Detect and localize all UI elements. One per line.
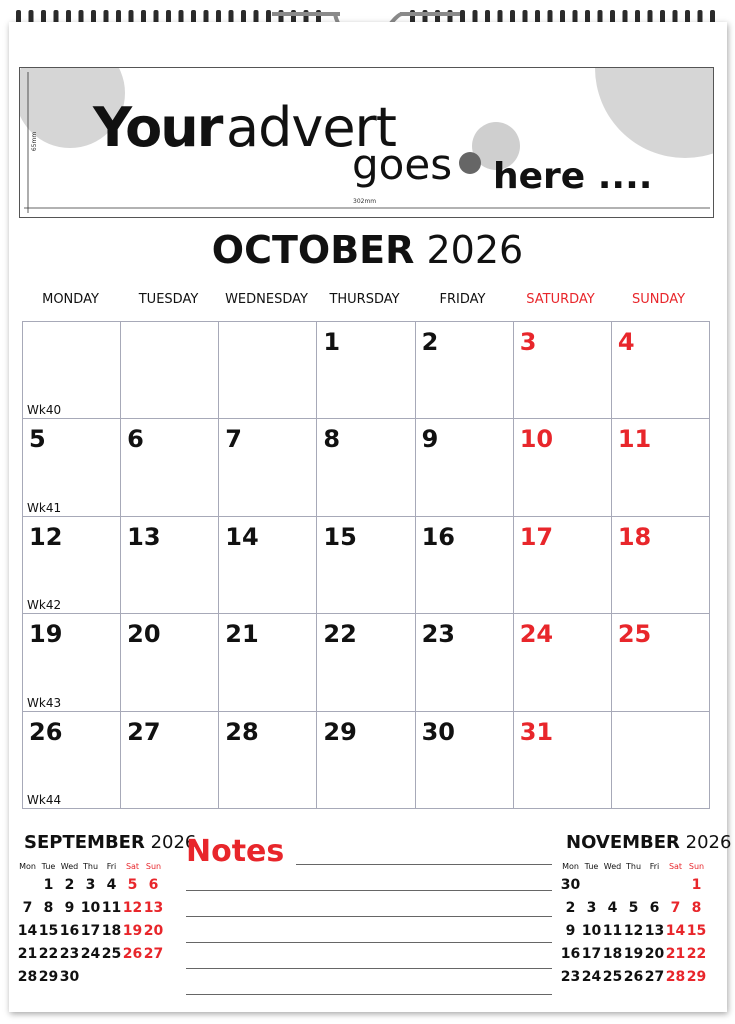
day-cell[interactable] <box>514 517 612 614</box>
mini-month-year: 2026 <box>685 832 732 853</box>
mini-calendar-table <box>17 859 164 988</box>
mini-day: 12 <box>623 922 644 939</box>
mini-header: Sun <box>145 861 162 871</box>
day-number: 27 <box>127 717 161 746</box>
mini-day: 19 <box>623 945 644 962</box>
mini-day: 26 <box>623 968 644 985</box>
month-name: OCTOBER <box>211 228 415 272</box>
mini-day <box>80 965 101 988</box>
month-grid <box>22 321 710 809</box>
day-cell[interactable] <box>121 419 219 516</box>
day-number: 22 <box>323 620 357 649</box>
day-cell[interactable] <box>219 517 317 614</box>
mini-day: 12 <box>122 899 143 916</box>
month-year: 2026 <box>426 228 524 272</box>
day-number: 23 <box>421 620 455 649</box>
mini-day <box>644 873 665 896</box>
mini-day: 13 <box>644 922 665 939</box>
day-cell[interactable] <box>23 517 121 614</box>
day-number: 19 <box>29 620 63 649</box>
mini-header: Wed <box>603 861 622 871</box>
day-number: 13 <box>127 522 161 551</box>
mini-day: 6 <box>148 876 159 893</box>
mini-day: 23 <box>560 968 581 985</box>
mini-day: 24 <box>80 945 101 962</box>
mini-day: 2 <box>64 876 75 893</box>
day-number: 29 <box>323 717 357 746</box>
mini-day: 11 <box>101 899 122 916</box>
day-number: 26 <box>29 717 63 746</box>
mini-day: 16 <box>59 922 80 939</box>
mini-day: 20 <box>143 922 164 939</box>
mini-day: 10 <box>581 922 602 939</box>
mini-day: 14 <box>665 922 686 939</box>
day-cell[interactable] <box>317 712 415 809</box>
day-number: 8 <box>323 425 341 454</box>
mini-day: 6 <box>649 899 660 916</box>
mini-day: 5 <box>127 876 138 893</box>
day-cell[interactable] <box>23 419 121 516</box>
mini-day <box>122 965 143 988</box>
mini-calendar-table <box>560 859 707 988</box>
mini-day: 17 <box>581 945 602 962</box>
mini-header: Thu <box>625 861 642 871</box>
mini-day <box>101 965 122 988</box>
day-cell[interactable] <box>514 614 612 711</box>
day-number: 1 <box>323 328 341 356</box>
mini-calendar-title <box>17 832 197 853</box>
mini-day <box>17 873 38 896</box>
day-cell[interactable] <box>514 322 612 419</box>
day-number: 3 <box>519 328 537 356</box>
day-number: 20 <box>127 620 161 649</box>
day-cell[interactable] <box>219 712 317 809</box>
notes-line[interactable] <box>186 968 552 969</box>
notes-line[interactable] <box>186 942 552 943</box>
mini-day: 27 <box>143 945 164 962</box>
mini-day: 27 <box>644 968 665 985</box>
mini-day: 3 <box>586 899 597 916</box>
day-number: 24 <box>519 620 554 649</box>
advert-text-here: here .... <box>493 156 653 197</box>
mini-day: 2 <box>565 899 576 916</box>
mini-day: 11 <box>602 922 623 939</box>
mini-day: 18 <box>101 922 122 939</box>
mini-header: Mon <box>19 861 36 871</box>
day-cell[interactable] <box>514 712 612 809</box>
mini-day: 19 <box>122 922 143 939</box>
weekday-wednesday: WEDNESDAY <box>225 292 308 307</box>
day-number: 21 <box>225 620 259 649</box>
mini-day: 21 <box>665 945 686 962</box>
day-number: 6 <box>127 425 144 454</box>
day-cell[interactable] <box>612 712 710 809</box>
day-number: 9 <box>421 425 439 454</box>
mini-day: 30 <box>59 968 80 985</box>
mini-day: 7 <box>670 899 681 916</box>
day-cell[interactable] <box>121 712 219 809</box>
mini-day: 4 <box>607 899 618 916</box>
weekday-monday: MONDAY <box>42 292 99 307</box>
advert-text-your: Your <box>93 96 222 159</box>
mini-header: Sat <box>668 861 683 871</box>
week-number: Wk40 <box>27 403 62 418</box>
weekday-sunday: SUNDAY <box>631 292 686 307</box>
advert-width-label: 302mm <box>350 198 379 205</box>
day-number: 18 <box>617 522 652 551</box>
notes-line[interactable] <box>296 864 552 865</box>
mini-day: 28 <box>17 968 38 985</box>
mini-day: 13 <box>143 899 164 916</box>
mini-header: Tue <box>41 861 56 871</box>
mini-header: Mon <box>562 861 579 871</box>
day-cell[interactable] <box>121 614 219 711</box>
mini-calendar-title <box>560 832 732 853</box>
mini-header: Tue <box>584 861 599 871</box>
advert-text-advert: advert <box>226 96 396 159</box>
day-cell[interactable] <box>612 517 710 614</box>
day-cell[interactable] <box>121 517 219 614</box>
day-cell[interactable] <box>317 419 415 516</box>
weekday-saturday: SATURDAY <box>526 292 595 307</box>
mini-day: 29 <box>686 968 707 985</box>
mini-day: 3 <box>85 876 96 893</box>
weekday-thursday: THURSDAY <box>329 292 400 307</box>
day-cell[interactable] <box>317 517 415 614</box>
notes-heading: Notes <box>186 834 285 869</box>
mini-day: 25 <box>101 945 122 962</box>
mini-day: 8 <box>691 899 702 916</box>
day-cell[interactable] <box>416 419 514 516</box>
advert-placeholder <box>19 67 714 218</box>
week-number: Wk43 <box>27 695 62 710</box>
week-number: Wk44 <box>27 793 62 807</box>
day-number: 17 <box>519 522 554 551</box>
mini-day: 9 <box>64 899 75 916</box>
day-cell[interactable] <box>612 614 710 711</box>
day-number: 28 <box>225 717 259 746</box>
mini-day: 28 <box>665 968 686 985</box>
mini-day: 23 <box>59 945 80 962</box>
mini-day <box>581 873 602 896</box>
day-cell[interactable] <box>612 322 710 419</box>
mini-day: 5 <box>628 899 639 916</box>
mini-day <box>602 873 623 896</box>
mini-header: Thu <box>82 861 99 871</box>
day-number: 14 <box>225 522 259 551</box>
mini-calendar-next <box>560 832 732 988</box>
day-cell[interactable] <box>416 322 514 419</box>
month-title <box>0 228 735 272</box>
day-cell[interactable] <box>219 419 317 516</box>
mini-day: 1 <box>691 876 702 893</box>
mini-day: 8 <box>43 899 54 916</box>
mini-day: 21 <box>17 945 38 962</box>
mini-month-name: SEPTEMBER <box>24 832 145 853</box>
day-cell[interactable] <box>23 712 121 809</box>
advert-height-label: 65mm <box>31 131 39 152</box>
mini-day <box>143 965 164 988</box>
mini-header: Sat <box>125 861 140 871</box>
day-cell[interactable] <box>23 322 121 419</box>
mini-header: Fri <box>649 861 660 871</box>
mini-day: 9 <box>565 922 576 939</box>
day-number: 31 <box>519 717 554 746</box>
weekday-friday: FRIDAY <box>439 292 486 307</box>
mini-day: 18 <box>602 945 623 962</box>
mini-day: 16 <box>560 945 581 962</box>
mini-day: 22 <box>38 945 59 962</box>
mini-day <box>623 873 644 896</box>
notes-line[interactable] <box>186 916 552 917</box>
mini-day: 4 <box>106 876 117 893</box>
mini-day: 17 <box>80 922 101 939</box>
day-cell[interactable] <box>317 322 415 419</box>
day-cell[interactable] <box>416 614 514 711</box>
day-cell[interactable] <box>23 614 121 711</box>
day-cell[interactable] <box>612 419 710 516</box>
mini-day: 15 <box>686 922 707 939</box>
day-cell[interactable] <box>416 712 514 809</box>
mini-day <box>665 873 686 896</box>
mini-header: Wed <box>60 861 79 871</box>
mini-day: 30 <box>560 876 581 893</box>
day-number: 25 <box>617 620 652 649</box>
day-number: 11 <box>617 425 652 454</box>
notes-line[interactable] <box>186 994 552 995</box>
advert-text-goes: goes <box>352 140 453 189</box>
mini-calendar-previous <box>17 832 197 988</box>
weekday-tuesday: TUESDAY <box>138 292 199 307</box>
day-cell[interactable] <box>317 614 415 711</box>
mini-day: 20 <box>644 945 665 962</box>
notes-line[interactable] <box>186 890 552 891</box>
day-cell[interactable] <box>219 614 317 711</box>
mini-day: 25 <box>602 968 623 985</box>
day-cell[interactable] <box>416 517 514 614</box>
mini-month-year: 2026 <box>150 832 197 853</box>
week-number: Wk42 <box>27 598 62 613</box>
mini-day: 1 <box>43 876 54 893</box>
day-cell[interactable] <box>514 419 612 516</box>
day-number: 5 <box>29 425 46 454</box>
day-number: 12 <box>29 522 63 551</box>
mini-day: 24 <box>581 968 602 985</box>
mini-header: Sun <box>688 861 705 871</box>
mini-day: 14 <box>17 922 38 939</box>
mini-day: 29 <box>38 968 59 985</box>
week-number: Wk41 <box>27 500 62 515</box>
mini-day: 22 <box>686 945 707 962</box>
day-number: 30 <box>421 717 455 746</box>
mini-day: 7 <box>22 899 33 916</box>
mini-day: 26 <box>122 945 143 962</box>
day-cell[interactable] <box>219 322 317 419</box>
mini-day: 10 <box>80 899 101 916</box>
day-cell[interactable] <box>121 322 219 419</box>
day-number: 15 <box>323 522 357 551</box>
day-number: 7 <box>225 425 242 454</box>
mini-month-name: NOVEMBER <box>566 832 680 853</box>
mini-day: 15 <box>38 922 59 939</box>
day-number: 4 <box>617 328 635 356</box>
day-number: 16 <box>421 522 455 551</box>
day-number: 10 <box>519 425 554 454</box>
day-number: 2 <box>421 328 439 356</box>
mini-header: Fri <box>106 861 117 871</box>
